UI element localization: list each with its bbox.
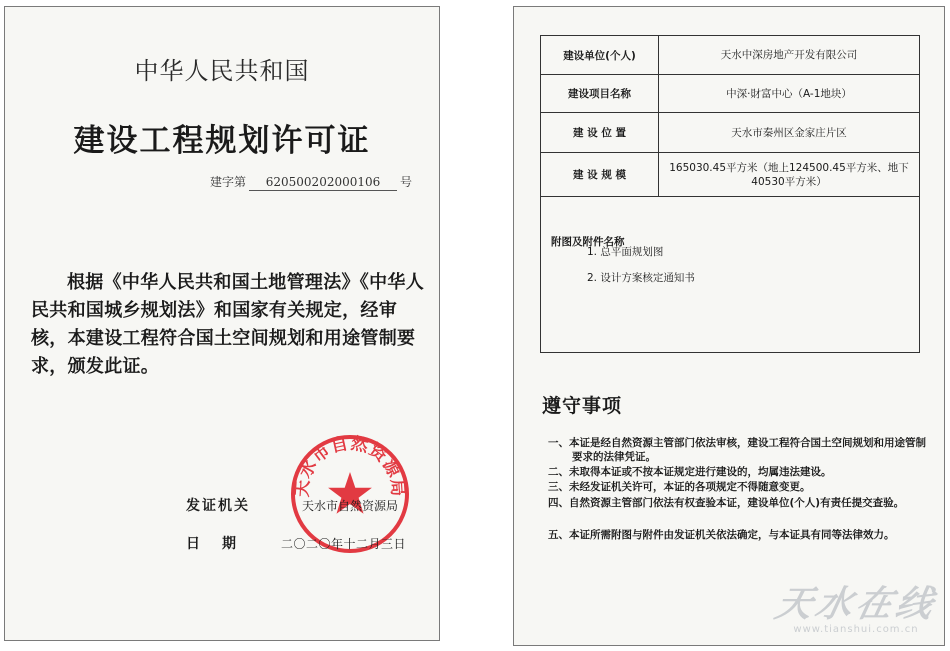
certificate-back-page bbox=[513, 6, 945, 646]
row-value-unit: 天水中深房地产开发有限公司 bbox=[720, 49, 858, 61]
row-label-unit: 建设单位(个人) bbox=[541, 36, 659, 74]
table-row bbox=[541, 75, 919, 113]
note-item: 五、本证所需附图与附件由发证机关依法确定，与本证具有同等法律效力。 bbox=[548, 529, 895, 541]
issuer-value: 天水市自然资源局 bbox=[302, 499, 399, 513]
row-label-project-name: 建设项目名称 bbox=[541, 75, 659, 112]
row-value-location: 天水市秦州区金家庄片区 bbox=[731, 126, 847, 139]
watermark-logo-text: 天水在线 bbox=[771, 584, 941, 625]
note-item: 一、本证是经自然资源主管部门依法审核，建设工程符合国土空间规划和用途管制要求的法律凭证。 bbox=[548, 437, 926, 463]
date-label: 日期 bbox=[186, 536, 258, 552]
attachments-title: 附图及附件名称 bbox=[551, 236, 625, 248]
row-value-project-name: 中深·財富中心（A-1地块） bbox=[726, 87, 852, 100]
seal-text: 天水市自然资源局 bbox=[292, 433, 408, 498]
issuer-label: 发证机关 bbox=[186, 498, 250, 514]
date-value: 二〇二〇年十二月三日 bbox=[281, 537, 407, 551]
certificate-number-prefix: 建字第 bbox=[210, 175, 247, 189]
notes-title: 遵守事项 bbox=[542, 395, 623, 417]
attachment-item: 1. 总平面规划图 bbox=[587, 246, 664, 258]
table-row bbox=[541, 153, 919, 197]
certificate-number bbox=[210, 173, 412, 191]
row-value-scale: 165030.45平方米（地上124500.45平方米、地下40530平方米） bbox=[669, 161, 909, 188]
table-row bbox=[541, 36, 919, 75]
row-label-location: 建 设 位 置 bbox=[541, 113, 659, 152]
note-item: 二、未取得本证或不按本证规定进行建设的，均属违法建设。 bbox=[548, 466, 832, 478]
row-label-scale: 建 设 规 模 bbox=[541, 153, 659, 196]
table-row bbox=[541, 113, 919, 153]
watermark-url: www.tianshui.com.cn bbox=[793, 624, 919, 635]
project-info-table bbox=[540, 35, 920, 353]
attachment-item: 2. 设计方案核定通知书 bbox=[587, 272, 695, 284]
certificate-body-text: 根据《中华人民共和国土地管理法》《中华人民共和国城乡规划法》和国家有关规定，经审核，本建设工程符合国土空间规划和用途管制要求，颁发此证。 bbox=[31, 272, 424, 377]
note-item: 四、自然资源主管部门依法有权查验本证，建设单位(个人)有责任提交查验。 bbox=[548, 497, 905, 509]
site-watermark bbox=[771, 584, 941, 635]
certificate-front-page bbox=[4, 6, 440, 641]
country-name: 中华人民共和国 bbox=[134, 57, 310, 85]
certificate-number-suffix: 号 bbox=[400, 175, 413, 189]
note-item: 三、未经发证机关许可，本证的各项规定不得随意变更。 bbox=[548, 481, 811, 493]
certificate-number-value: 620500202000106 bbox=[249, 175, 397, 191]
certificate-title: 建设工程规划许可证 bbox=[73, 123, 371, 159]
